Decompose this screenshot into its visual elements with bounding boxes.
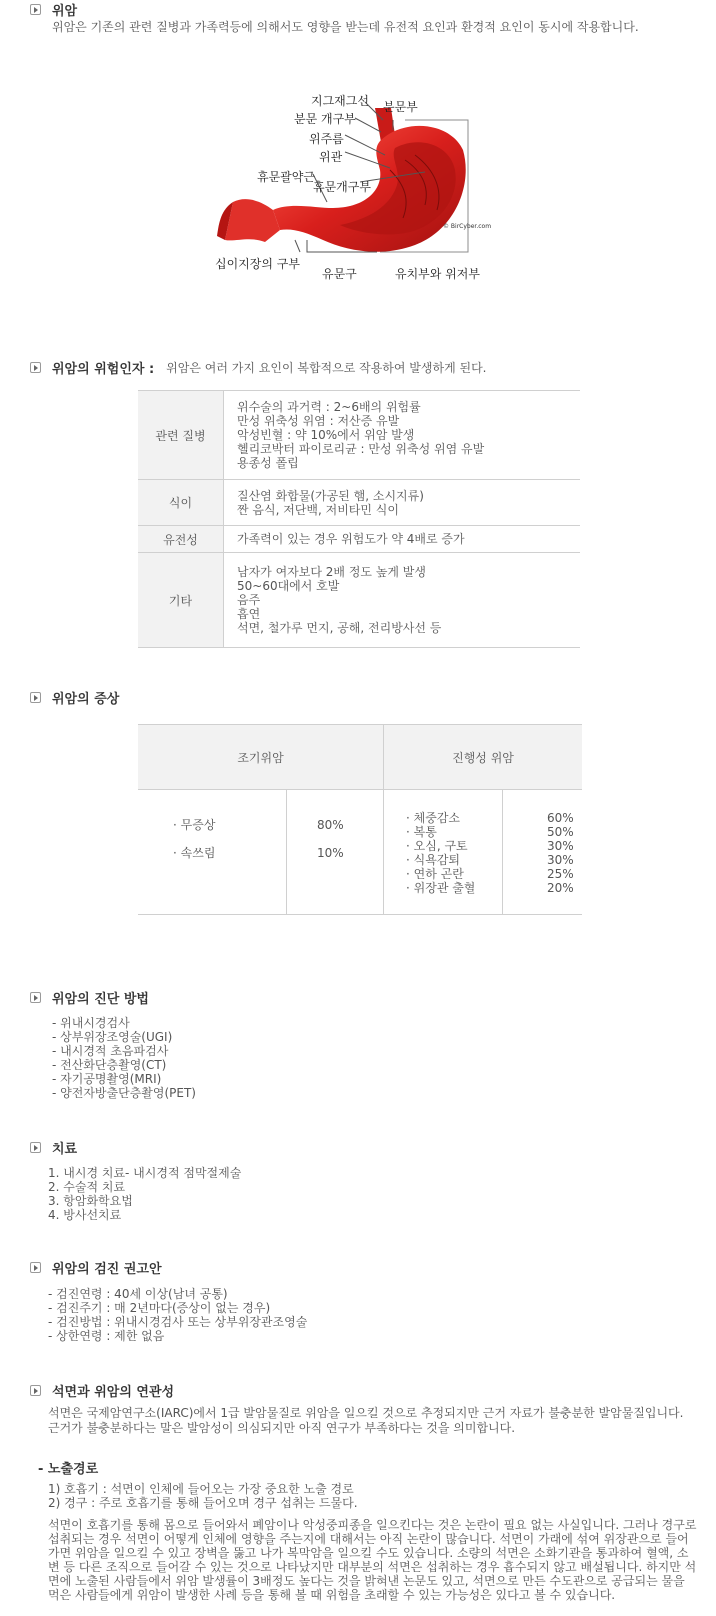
advanced-symptom-values: [503, 790, 583, 915]
table-row: [138, 526, 580, 553]
list-item: - 상부위장조영술(UGI): [52, 1030, 173, 1044]
diagram-label: 유문구: [322, 267, 357, 281]
diagram-label: 위관: [319, 150, 343, 164]
risk-item: 위수술의 과거력 : 2~6배의 위험률: [237, 400, 421, 414]
risk-factor-table: [138, 390, 580, 648]
risk-items: [224, 391, 581, 480]
column-header-advanced: 진행성 위암: [384, 725, 583, 790]
list-item: 2. 수술적 치료: [48, 1180, 126, 1194]
section-title: 위암의 진단 방법: [52, 991, 149, 1007]
diagram-label: 휴문괄약근: [257, 170, 315, 184]
symptom-name: · 오심, 구토: [406, 839, 468, 853]
list-item: - 위내시경검사: [52, 1016, 130, 1030]
list-item: - 내시경적 초음파검사: [52, 1044, 169, 1058]
risk-items: [224, 553, 581, 648]
list-item: - 전산화단층촬영(CT): [52, 1058, 167, 1072]
symptom-value: 25%: [547, 867, 574, 881]
section-heading-diagnosis: [30, 988, 149, 1006]
diagram-label: 십이지장의 구부: [215, 257, 300, 271]
risk-category: 기타: [138, 553, 224, 648]
arrow-bullet-icon: [30, 1262, 41, 1273]
list-item: - 검진방법 : 위내시경검사 또는 상부위장관조영술: [48, 1315, 308, 1329]
list-item: - 검진연령 : 40세 이상(남녀 공통): [48, 1287, 228, 1301]
list-item: - 검진주기 : 매 2년마다(증상이 없는 경우): [48, 1301, 271, 1315]
exposure-list: [48, 1482, 688, 1510]
risk-item: 남자가 여자보다 2배 정도 높게 발생: [237, 565, 426, 579]
section-title: 위암의 증상: [52, 691, 120, 707]
symptom-value: 30%: [547, 853, 574, 867]
risk-category: 식이: [138, 480, 224, 526]
overview-text: 위암은 기존의 관련 질병과 가족력등에 의해서도 영향을 받는데 유전적 요인과 환경적 요인이 동시에 작용합니다.: [52, 20, 639, 34]
section-heading-risk: [30, 358, 487, 376]
risk-item: 석면, 철가루 먼지, 공해, 전리방사선 등: [237, 621, 442, 635]
risk-item: 만성 위축성 위염 : 저산증 유발: [237, 414, 400, 428]
symptom-value: 60%: [547, 811, 574, 825]
early-symptom-values: [287, 790, 384, 915]
section-title: 치료: [52, 1141, 78, 1157]
risk-items: [224, 526, 581, 553]
section-title: 위암: [52, 3, 78, 19]
diagnosis-list: [52, 1016, 692, 1100]
section-heading-asbestos: [30, 1381, 174, 1399]
risk-item: 흡연: [237, 607, 261, 621]
diagram-watermark: © BirCyber.com: [443, 223, 492, 230]
list-item: 1. 내시경 치료- 내시경적 점막절제술: [48, 1166, 242, 1180]
table-row: [138, 480, 580, 526]
diagram-label: 유치부와 위저부: [395, 267, 480, 281]
symptom-value: 50%: [547, 825, 574, 839]
symptom-name: · 무증상: [173, 818, 216, 832]
exposure-title: - 노출경로: [38, 1462, 99, 1477]
diagram-label: 분문 개구부: [294, 112, 356, 126]
section-title: 석면과 위암의 연관성: [52, 1384, 175, 1400]
symptom-value: 30%: [547, 839, 574, 853]
section-heading-overview: [30, 0, 77, 18]
symptom-value: 20%: [547, 881, 574, 895]
arrow-bullet-icon: [30, 4, 41, 15]
symptom-name: · 복통: [406, 825, 437, 839]
symptom-name: · 위장관 출혈: [406, 881, 476, 895]
risk-item: 질산염 화합물(가공된 햄, 소시지류): [237, 488, 424, 503]
list-item: - 상한연령 : 제한 없음: [48, 1329, 165, 1343]
arrow-bullet-icon: [30, 1385, 41, 1396]
early-symptom-names: [138, 790, 287, 915]
list-item: 2) 경구 : 주로 호흡기를 통해 들어오며 경구 섭취는 드물다.: [48, 1496, 358, 1510]
section-heading-symptoms: [30, 688, 119, 706]
column-header-early: 조기위암: [138, 725, 384, 790]
table-row: [138, 553, 580, 648]
risk-items: [224, 480, 581, 526]
risk-item: 50~60대에서 호발: [237, 579, 340, 593]
symptom-name: · 체중감소: [406, 811, 460, 825]
section-heading-screening: [30, 1258, 162, 1276]
advanced-symptom-names: [384, 790, 503, 915]
asbestos-text: 석면은 국제암연구소(IARC)에서 1급 발암물질로 위암을 일으킬 것으로 추정되지만 근거 자료가 불충분한 발암물질입니다. 근거가 불충분하다는 말은 발암성이 의심되지만 아직 연구가 부족하다는 것을 의미합니다.: [48, 1406, 684, 1435]
symptom-value: 10%: [317, 846, 344, 860]
symptom-name: · 식욕감퇴: [406, 853, 460, 867]
stomach-diagram: [205, 90, 495, 280]
risk-item: 음주: [237, 593, 261, 607]
section-title: 위암의 검진 권고안: [52, 1261, 162, 1277]
table-row: [138, 391, 580, 480]
arrow-bullet-icon: [30, 992, 41, 1003]
asbestos-detail: 석면이 호흡기를 통해 몸으로 들어와서 폐암이나 악성중피종을 일으킨다는 것은 논란이 필요 없는 사실입니다. 그러나 경구로 섭취되는 경우 석면이 어떻게 인체에 영향을 주는지에 대해서는 아직 논란이 많습니다. 석면이 가래에 섞여 위장관으로 들어가면 위암을 일으킬 수 있고 장벽을 뚫고 나가 복막암을 일으킬 수도 있습니다. 소량의 석면은 소화기관을 통과하여 혈액, 소변 등 다른 조직으로 들어갈 수 있는 것으로 나타났지만 대부분의 석면은 섭취하는 경우 흡수되지 않고 배설됩니다. 하지만 석면에 노출된 사람들에서 위암 발생률이 3배정도 높다는 것을 밝혀낸 논문도 있고, 석면으로 만든 수도관으로 공급되는 물을 먹은 사람들에게 위암이 발생한 사례 등을 통해 볼 때 위험을 초래할 수 있는 가능성은 있다고 볼 수 있습니다.: [48, 1518, 697, 1602]
list-item: - 자기공명촬영(MRI): [52, 1072, 162, 1086]
screening-list: [48, 1287, 688, 1343]
risk-category: 관련 질병: [138, 391, 224, 480]
table-header-row: [138, 725, 582, 790]
diagram-label: 휴문개구부: [313, 180, 371, 194]
risk-category: 유전성: [138, 526, 224, 553]
symptom-name: · 속쓰림: [173, 846, 216, 860]
risk-intro: 위암은 여러 가지 요인이 복합적으로 작용하여 발생하게 된다.: [166, 360, 487, 375]
list-item: 1) 호흡기 : 석면이 인체에 들어오는 가장 중요한 노출 경로: [48, 1482, 354, 1496]
section-title: 위암의 위험인자 :: [52, 361, 155, 377]
arrow-bullet-icon: [30, 362, 41, 373]
list-item: 3. 항암화학요법: [48, 1194, 133, 1208]
arrow-bullet-icon: [30, 692, 41, 703]
risk-item: 짠 음식, 저단백, 저비타민 식이: [237, 502, 399, 517]
risk-item: 헬리코박터 파이로리균 : 만성 위축성 위염 유발: [237, 442, 485, 456]
symptom-table: [138, 724, 582, 915]
list-item: 4. 방사선치료: [48, 1208, 122, 1222]
risk-item: 용종성 폴립: [237, 456, 299, 470]
section-heading-treatment: [30, 1138, 77, 1156]
risk-item: 가족력이 있는 경우 위험도가 약 4배로 증가: [237, 532, 465, 546]
symptom-value: 80%: [317, 818, 344, 832]
diagram-label: 분문부: [383, 100, 418, 114]
risk-item: 악성빈혈 : 약 10%에서 위암 발생: [237, 428, 415, 442]
list-item: - 양전자방출단층촬영(PET): [52, 1086, 196, 1100]
table-row: [138, 790, 582, 915]
treatment-list: [48, 1166, 688, 1222]
arrow-bullet-icon: [30, 1142, 41, 1153]
diagram-label: 위주름: [309, 132, 344, 146]
diagram-label: 지그재그선: [311, 94, 369, 108]
symptom-name: · 연하 곤란: [406, 867, 464, 881]
